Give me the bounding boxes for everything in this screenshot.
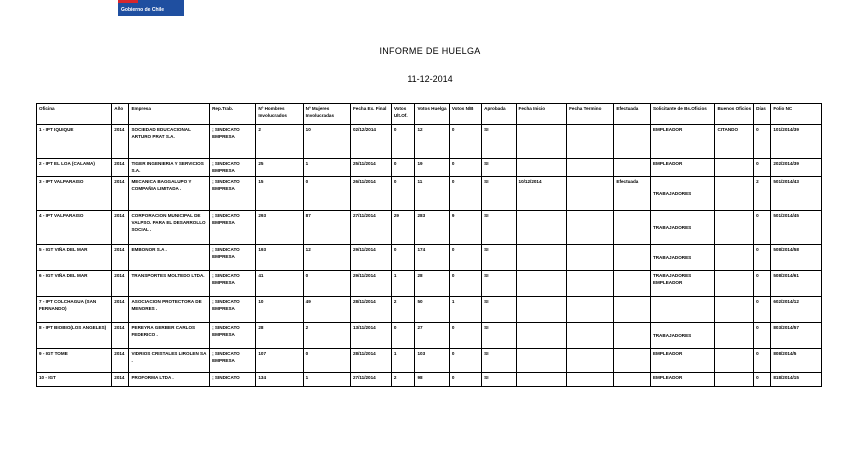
table-cell: 0 [754, 271, 771, 297]
column-header: Rep.Trab. [210, 104, 256, 125]
table-cell: 0 [391, 159, 415, 177]
table-cell [614, 245, 651, 271]
table-cell [715, 297, 754, 323]
table-cell: 8 - IPT BIOBIO(LOS ANGELES) [37, 323, 112, 349]
table-cell: 11 [415, 177, 449, 211]
table-cell: 134 [256, 373, 303, 387]
table-cell [614, 159, 651, 177]
table-cell: 0 [449, 349, 481, 373]
table-cell: 2 [303, 323, 350, 349]
table-cell: 0 [449, 159, 481, 177]
table-cell: 0 [303, 349, 350, 373]
table-cell: 2014 [112, 271, 129, 297]
table-cell: 28/11/2014 [350, 297, 391, 323]
table-cell [614, 297, 651, 323]
table-cell [567, 245, 614, 271]
table-cell: 26/11/2014 [350, 177, 391, 211]
table-cell: SI [482, 323, 516, 349]
table-cell: Efectuada [614, 177, 651, 211]
table-cell: 2014 [112, 159, 129, 177]
table-cell: 2 - IPT EL LOA (CALAMA) [37, 159, 112, 177]
table-cell: SI [482, 271, 516, 297]
table-cell: 87 [303, 211, 350, 245]
table-cell: EMPLEADOR [650, 349, 715, 373]
table-cell: 0 [391, 245, 415, 271]
table-cell: 25/11/2014 [350, 159, 391, 177]
table-cell: SI [482, 297, 516, 323]
column-header: Votos N/B [449, 104, 481, 125]
table-cell: 1 [449, 297, 481, 323]
table-row [37, 245, 822, 271]
table-cell: 1 [391, 349, 415, 373]
table-cell [614, 271, 651, 297]
table-cell: 27 [415, 323, 449, 349]
table-cell: 50 [415, 297, 449, 323]
table-cell: SI [482, 245, 516, 271]
table-cell [715, 349, 754, 373]
table-cell: 9 - IGT TOME [37, 349, 112, 373]
table-cell [614, 211, 651, 245]
table-cell: 10 [303, 125, 350, 159]
table-cell: 10 [256, 297, 303, 323]
column-header: Votos Ult.Of. [391, 104, 415, 125]
column-header: Efectuada [614, 104, 651, 125]
table-cell [614, 323, 651, 349]
table-cell: 0 [303, 271, 350, 297]
table-cell: 0 [303, 177, 350, 211]
table-cell: 19 [415, 159, 449, 177]
table-cell: PROFORMA LTDA . [129, 373, 210, 387]
table-cell: SI [482, 349, 516, 373]
strike-report-table [36, 103, 822, 387]
table-cell [567, 125, 614, 159]
table-cell: 501/2014/43 [771, 177, 822, 211]
government-logo [118, 0, 184, 16]
table-cell [567, 349, 614, 373]
table-cell: 202/2014/39 [771, 159, 822, 177]
table-cell: 101/2014/39 [771, 125, 822, 159]
table-cell: SOCIEDAD EDUCACIONAL ARTURO PRAT S.A. [129, 125, 210, 159]
table-row [37, 125, 822, 159]
table-cell [715, 271, 754, 297]
table-cell: ; SINDICATO EMPRESA [210, 159, 256, 177]
table-cell: 2014 [112, 211, 129, 245]
table-cell: 13/11/2014 [350, 323, 391, 349]
table-cell: 0 [391, 323, 415, 349]
table-cell [567, 177, 614, 211]
table-cell [516, 245, 567, 271]
table-cell: 0 [449, 125, 481, 159]
table-cell [715, 323, 754, 349]
table-cell: 2014 [112, 177, 129, 211]
table-cell: 0 [449, 245, 481, 271]
table-cell: 2014 [112, 349, 129, 373]
table-cell [567, 323, 614, 349]
table-cell [567, 297, 614, 323]
column-header: Fecha Ex. Final [350, 104, 391, 125]
table-cell: ; SINDICATO EMPRESA [210, 297, 256, 323]
table-cell: ; SINDICATO EMPRESA [210, 211, 256, 245]
table-cell: 803/2014/57 [771, 323, 822, 349]
table-cell: TRABAJADORES EMPLEADOR [650, 271, 715, 297]
table-cell: 5 - IGT VIÑA DEL MAR [37, 245, 112, 271]
table-cell: 28 [415, 271, 449, 297]
table-cell: SI [482, 373, 516, 387]
table-cell: 2014 [112, 297, 129, 323]
table-cell: 283 [415, 211, 449, 245]
table-cell: ; SINDICATO EMPRESA [210, 271, 256, 297]
column-header: Fecha Termino [567, 104, 614, 125]
table-cell: 28 [256, 323, 303, 349]
table-cell [516, 211, 567, 245]
table-cell [516, 349, 567, 373]
table-cell: 41 [256, 271, 303, 297]
table-row [37, 297, 822, 323]
table-cell: 27/11/2014 [350, 211, 391, 245]
table-cell: 2014 [112, 323, 129, 349]
table-cell: TRABAJADORES [650, 323, 715, 349]
table-cell [516, 159, 567, 177]
table-cell [516, 125, 567, 159]
table-cell [516, 297, 567, 323]
table-cell: 2 [391, 297, 415, 323]
table-cell: 7 - IPT COLCHAGUA (SAN FERNANDO) [37, 297, 112, 323]
table-cell: 2014 [112, 373, 129, 387]
table-cell: 174 [415, 245, 449, 271]
table-cell [715, 159, 754, 177]
table-cell: EMPLEADOR [650, 125, 715, 159]
table-cell: 0 [754, 349, 771, 373]
table-cell: TRABAJADORES [650, 245, 715, 271]
table-cell: 2014 [112, 125, 129, 159]
table-cell: 0 [754, 297, 771, 323]
table-cell: 0 [449, 271, 481, 297]
table-cell: 02/12/2014 [350, 125, 391, 159]
table-cell: 49 [303, 297, 350, 323]
table-cell: 808/2014/5 [771, 349, 822, 373]
table-row [37, 373, 822, 387]
table-cell: 2 [256, 125, 303, 159]
table-cell: 29/11/2014 [350, 271, 391, 297]
table-cell: 508/2014/61 [771, 271, 822, 297]
table-cell: 2 [754, 177, 771, 211]
table-cell: 1 [391, 271, 415, 297]
logo-red-stripe [118, 0, 138, 3]
table-cell: 0 [754, 125, 771, 159]
table-cell [516, 373, 567, 387]
table-cell: VIDRIOS CRISTALES LIROLEN SA . [129, 349, 210, 373]
table-cell: TRABAJADORES [650, 177, 715, 211]
table-cell: SI [482, 159, 516, 177]
table-cell [715, 177, 754, 211]
table-cell: CITANDO [715, 125, 754, 159]
column-header: Buenos Oficios [715, 104, 754, 125]
table-cell: 0 [449, 177, 481, 211]
table-cell: 1 - IPT IQUIQUE [37, 125, 112, 159]
table-cell: 0 [449, 373, 481, 387]
table-cell: 28/11/2014 [350, 349, 391, 373]
report-date: 11-12-2014 [407, 74, 453, 84]
table-cell: 1 [303, 373, 350, 387]
table-cell: 103 [415, 349, 449, 373]
table-cell [567, 159, 614, 177]
table-cell: 9 [449, 211, 481, 245]
table-row [37, 211, 822, 245]
table-cell: SI [482, 125, 516, 159]
column-header: Nº Hombres Involucrados [256, 104, 303, 125]
table-cell: ; SINDICATO EMPRESA [210, 245, 256, 271]
logo-text: Gobierno de Chile [121, 7, 165, 13]
table-cell: 0 [754, 211, 771, 245]
table-cell: 25 [256, 159, 303, 177]
table-row [37, 177, 822, 211]
table-cell: 508/2014/58 [771, 245, 822, 271]
table-cell: EMPLEADOR [650, 159, 715, 177]
table-cell: CORPORACION MUNICIPAL DE VALPSO. PARA EL DESARROLLO SOCIAL . [129, 211, 210, 245]
table-cell: 4 - IPT VALPARAISO [37, 211, 112, 245]
column-header: Año [112, 104, 129, 125]
table-cell: 10/12/2014 [516, 177, 567, 211]
table-cell [516, 323, 567, 349]
table-cell [614, 349, 651, 373]
table-cell: TRANSPORTES MOLTEDO LTDA. [129, 271, 210, 297]
table-cell: TRABAJADORES [650, 211, 715, 245]
table-cell: 2 [391, 373, 415, 387]
table-cell: 10 - IGT [37, 373, 112, 387]
table-cell: 3 - IPT VALPARAISO [37, 177, 112, 211]
table-cell: 0 [754, 373, 771, 387]
table-cell: PEREYRA GERBER CARLOS FEDERICO . [129, 323, 210, 349]
table-cell [650, 297, 715, 323]
table-cell: 15 [256, 177, 303, 211]
table-cell: ; SINDICATO EMPRESA [210, 125, 256, 159]
table-cell [516, 271, 567, 297]
column-header: Folio NC [771, 104, 822, 125]
table-cell: 0 [754, 323, 771, 349]
table-cell: 29/11/2014 [350, 245, 391, 271]
table-cell: SI [482, 177, 516, 211]
table-cell: SI [482, 211, 516, 245]
report-title: INFORME DE HUELGA [379, 46, 481, 56]
table-cell: ; SINDICATO EMPRESA [210, 323, 256, 349]
table-cell: EMBONOR S.A . [129, 245, 210, 271]
table-cell: 6 - IGT VIÑA DEL MAR [37, 271, 112, 297]
table-cell: 27/11/2014 [350, 373, 391, 387]
table-cell: 1 [303, 159, 350, 177]
table-row [37, 349, 822, 373]
table-row [37, 159, 822, 177]
table-cell: 12 [415, 125, 449, 159]
table-cell: 107 [256, 349, 303, 373]
table-cell: ; SINDICATO EMPRESA [210, 177, 256, 211]
table-cell: 0 [391, 125, 415, 159]
table-row [37, 271, 822, 297]
table-cell: MECANICA BAGGALUPO Y COMPAÑIA LIMITADA . [129, 177, 210, 211]
table-cell: 2014 [112, 245, 129, 271]
table-cell: 602/2014/12 [771, 297, 822, 323]
table-cell [715, 211, 754, 245]
table-cell: TIGER INGENIERIA Y SERVICIOS S.A. [129, 159, 210, 177]
table-cell [715, 245, 754, 271]
column-header: Solicitante de Bs.Oficios [650, 104, 715, 125]
table-cell [715, 373, 754, 387]
table-row [37, 323, 822, 349]
table-cell [614, 125, 651, 159]
table-header-row [37, 104, 822, 125]
table-cell: 0 [754, 159, 771, 177]
table-cell: 98 [415, 373, 449, 387]
table-cell: ; SINDICATO [210, 373, 256, 387]
table-cell: 293 [256, 211, 303, 245]
table-cell: 501/2014/45 [771, 211, 822, 245]
column-header: Oficina [37, 104, 112, 125]
table-cell [567, 373, 614, 387]
table-cell: ; SINDICATO EMPRESA [210, 349, 256, 373]
table-cell: 0 [391, 177, 415, 211]
column-header: Empresa [129, 104, 210, 125]
column-header: Días [754, 104, 771, 125]
column-header: Votos Huelga [415, 104, 449, 125]
column-header: Aprobada [482, 104, 516, 125]
column-header: Fecha Inicio [516, 104, 567, 125]
table-cell: 0 [754, 245, 771, 271]
table-cell: 0 [449, 323, 481, 349]
table-cell [567, 211, 614, 245]
table-cell [567, 271, 614, 297]
table-cell: 29 [391, 211, 415, 245]
column-header: Nº Mujeres Involucradas [303, 104, 350, 125]
table-cell: EMPLEADOR [650, 373, 715, 387]
table-cell: ASOCIACION PROTECTORA DE MENORES . [129, 297, 210, 323]
table-cell: 193 [256, 245, 303, 271]
table-cell [614, 373, 651, 387]
table-cell: 818/2014/15 [771, 373, 822, 387]
table-cell: 12 [303, 245, 350, 271]
